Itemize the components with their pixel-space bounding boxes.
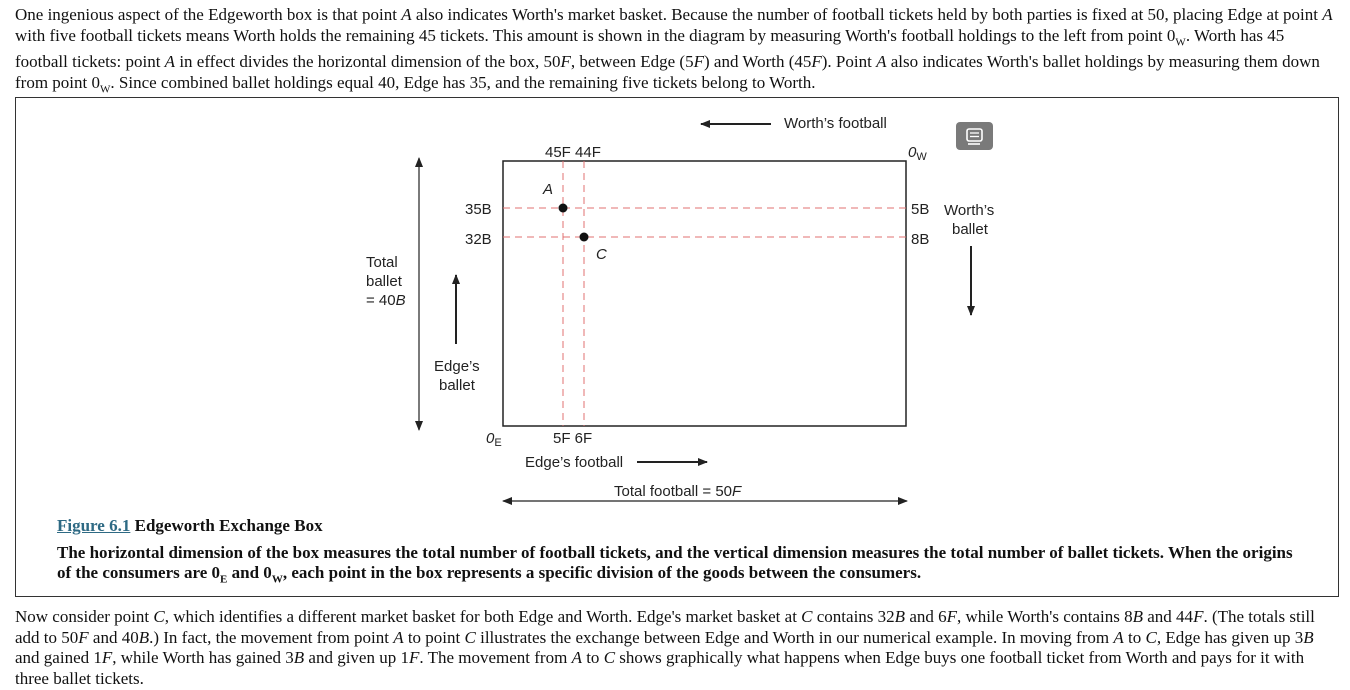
- label-45f-44f: 45F 44F: [545, 144, 601, 161]
- edges-ballet-label-1: Edge’s: [434, 358, 480, 375]
- figure-link[interactable]: Figure 6.1: [57, 516, 131, 535]
- caption-description: The horizontal dimension of the box measures the total number of football tickets, and the vertical dimension measures the total number of ballet tickets. When the origins of the consumers are $0_E$ and $0_W$, each point in the box represents a specific division of the goods between the consumers.: [57, 543, 1293, 586]
- origin-e-label: $0_E$: [486, 430, 502, 449]
- edges-football-label: Edge’s football: [525, 454, 624, 471]
- worths-ballet-label-2: ballet: [952, 221, 988, 238]
- total-ballet-label-1: Total: [366, 254, 398, 271]
- expand-figure-button[interactable]: [956, 122, 993, 150]
- worths-ballet-label-1: Worth’s: [944, 202, 995, 219]
- figure-6-1: [15, 97, 1339, 597]
- point-c-dot: [580, 233, 589, 242]
- point-a-dot: [559, 204, 568, 213]
- edges-ballet-label-2: ballet: [439, 377, 475, 394]
- origin-w-label: $0_W$: [908, 144, 927, 163]
- edgeworth-box-diagram: [16, 98, 1338, 508]
- point-c-label: C: [596, 246, 607, 263]
- total-ballet-label-3: = 40B: [366, 292, 406, 309]
- label-5f-6f: 5F 6F: [553, 430, 593, 447]
- label-8b: 8B: [911, 231, 930, 248]
- label-5b: 5B: [911, 201, 930, 218]
- intro-paragraph: One ingenious aspect of the Edgeworth box is that point A also indicates Worth's market basket. Because the number of football tickets held by both parties is fixed at 50, placing Edge at point A with five football tickets means Worth holds the remaining 45 tickets. This amount is shown in the diagram by measuring Worth's football holdings to the left from point $0_W$. Worth has 45 football tickets: point A in effect divides the horizontal dimension of the box, 50F, between Edge (5F) and Worth (45F). Point A also indicates Worth's ballet holdings by measuring them down from point $0_W$. Since combined ballet holdings equal 40, Edge has 35, and the remaining five tickets belong to Worth.: [15, 5, 1333, 96]
- followup-paragraph: Now consider point C, which identifies a different market basket for both Edge and Worth. Edge's market basket at C contains 32B and 6F, while Worth's contains 8B and 44F. (The totals still add to 50F and 40B.) In fact, the movement from point A to point C illustrates the exchange between Edge and Worth in our numerical example. In moving from A to C, Edge has given up 3B and gained 1F, while Worth has gained 3B and given up 1F. The movement from A to C shows graphically what happens when Edge buys one football ticket from Worth and pays for it with three ballet tickets.: [15, 607, 1315, 688]
- label-35b: 35B: [465, 201, 492, 218]
- caption-title: Figure 6.1 Edgeworth Exchange Box: [57, 516, 323, 535]
- label-32b: 32B: [465, 231, 492, 248]
- point-a-label: A: [543, 181, 554, 198]
- expand-icon: [956, 122, 993, 150]
- total-football-label: Total football = 50F: [614, 483, 742, 500]
- figure-caption: [57, 516, 1297, 589]
- worths-football-label: Worth’s football: [784, 115, 887, 132]
- total-ballet-label-2: ballet: [366, 273, 402, 290]
